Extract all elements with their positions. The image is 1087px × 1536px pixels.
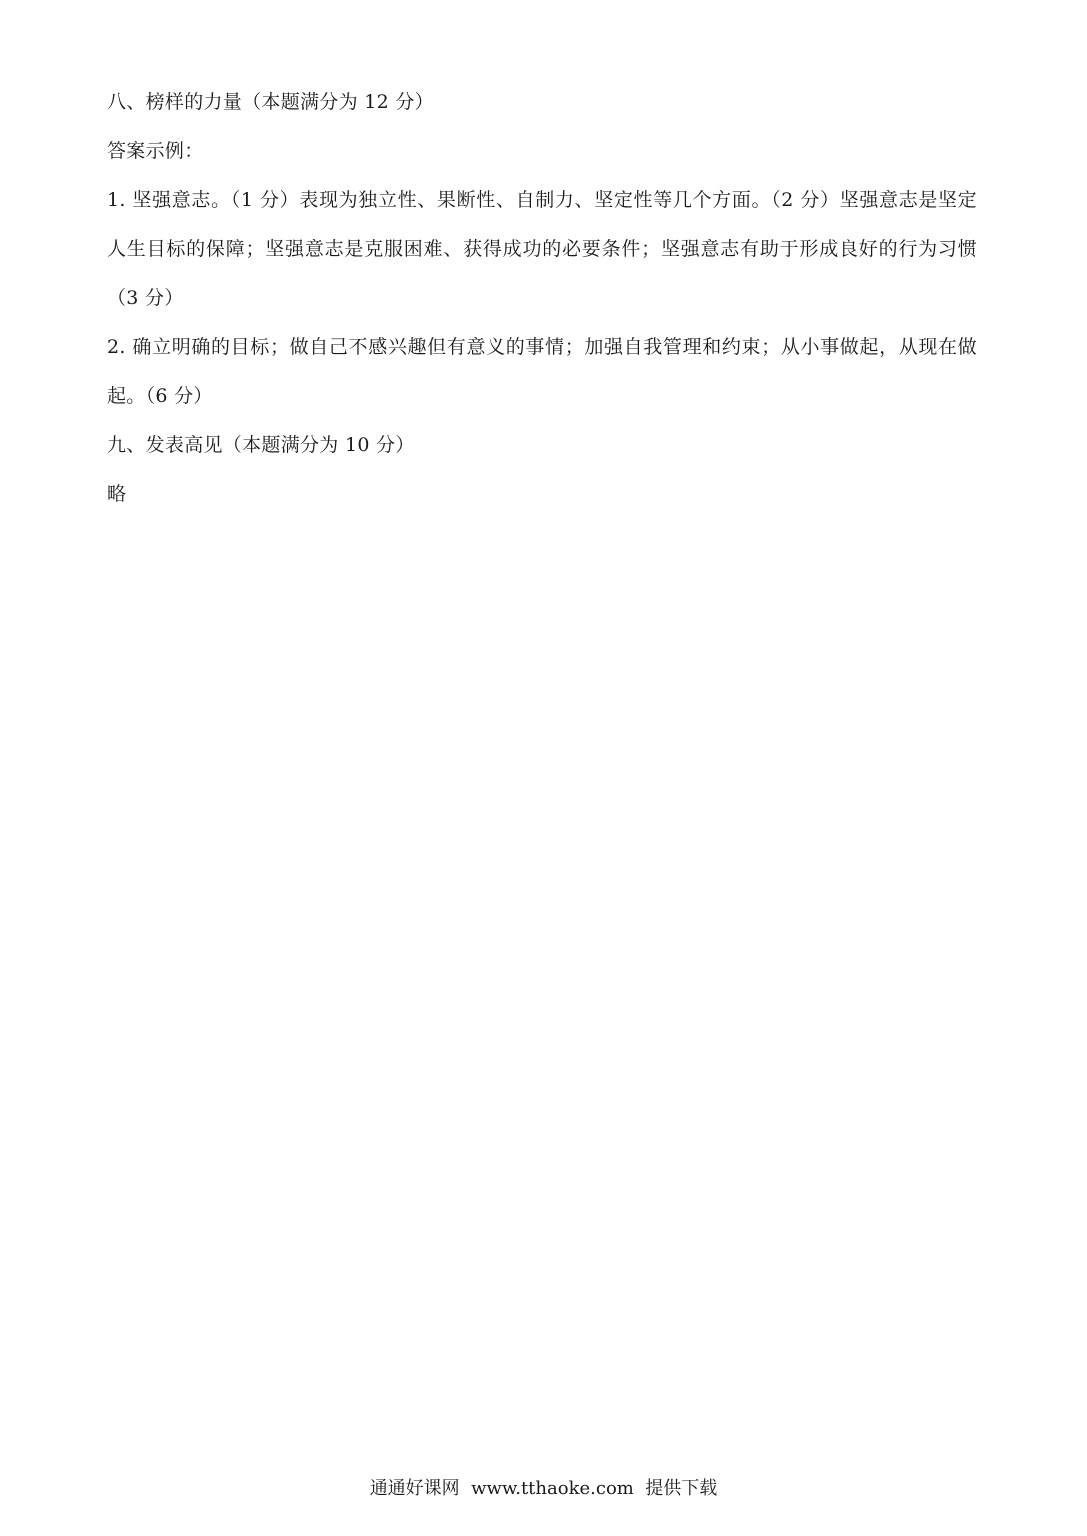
section-8-title: 八、榜样的力量（本题满分为 12 分） — [107, 91, 434, 113]
answer-item-2: 2. 确立明确的目标；做自己不感兴趣但有意义的事情；加强自我管理和约束；从小事做起，从现在做起。（6 分） — [107, 336, 977, 407]
footer-site-name: 通通好课网 — [369, 1478, 460, 1499]
section-9-answer: 略 — [107, 483, 127, 505]
section-9-title: 九、发表高见（本题满分为 10 分） — [107, 434, 415, 456]
page-footer — [0, 1474, 1087, 1504]
answer-item-1: 1. 坚强意志。（1 分）表现为独立性、果断性、自制力、坚定性等几个方面。（2 分）坚强意志是坚定人生目标的保障；坚强意志是克服困难、获得成功的必要条件；坚强意志有助于形成良好的行为习惯（3 分） — [107, 189, 977, 309]
document-content — [107, 78, 977, 519]
answer-example-label: 答案示例： — [107, 140, 204, 162]
footer-download-text: 提供下载 — [645, 1478, 718, 1499]
footer-site-url[interactable]: www.tthaoke.com — [471, 1478, 634, 1499]
